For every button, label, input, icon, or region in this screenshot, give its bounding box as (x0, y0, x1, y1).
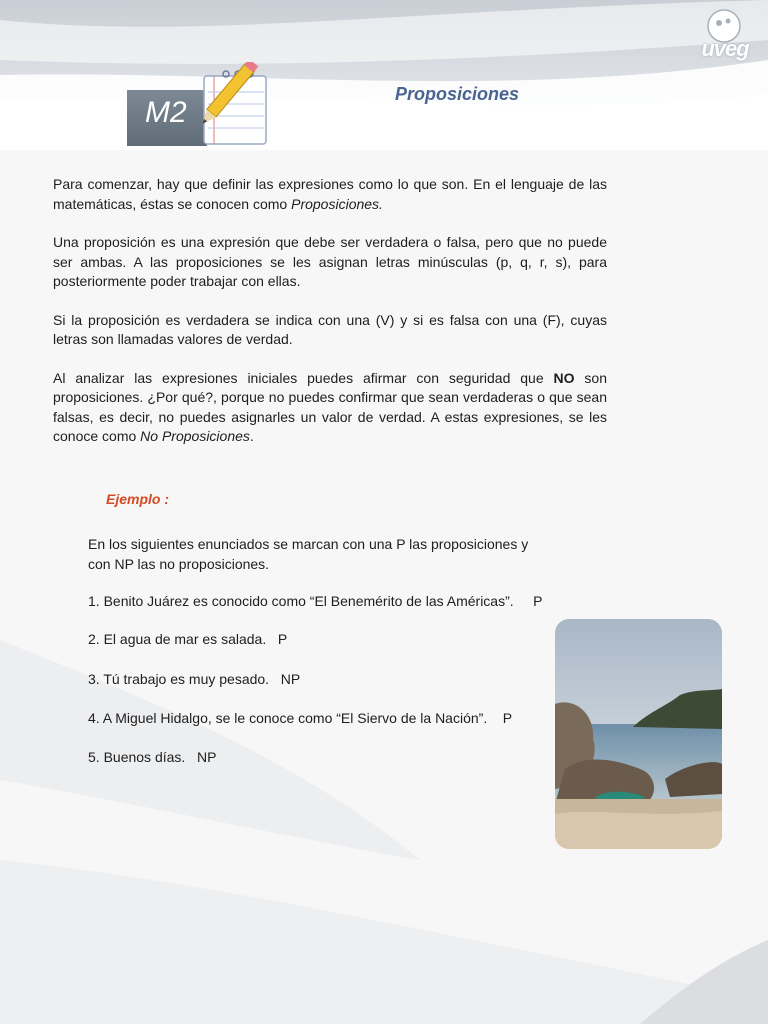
example-item: 4. A Miguel Hidalgo, se le conoce como “El Siervo de la Nación”. P (88, 710, 513, 726)
example-item: 2. El agua de mar es salada. P (88, 631, 288, 647)
main-content (53, 175, 607, 466)
example-item: 1. Benito Juárez es conocido como “El Benemérito de las Américas”. P (88, 593, 543, 609)
page-title: Proposiciones (395, 84, 520, 104)
brand-logo-text: uveg (701, 36, 749, 61)
example-heading: Ejemplo : (106, 491, 170, 507)
example-intro: En los siguientes enunciados se marcan con una P las proposiciones y con NP las no proposiciones. (88, 536, 529, 572)
notebook-pencil-icon (186, 62, 272, 148)
paragraph-no-propositions: Al analizar las expresiones iniciales puedes afirmar con seguridad que NO son proposiciones. ¿Por qué?, porque no puedes confirmar que sean verdaderas o que sean falsas, es decir, no puedes asignarles un valor de verdad. A estas expresiones, se les conoce como No Proposiciones. (53, 369, 607, 444)
header (0, 0, 768, 150)
example-item: 5. Buenos días. NP (88, 749, 217, 765)
module-label: M2 (145, 96, 187, 129)
beach-photo (555, 619, 722, 849)
paragraph-definition: Una proposición es una expresión que debe ser verdadera o falsa, pero que no puede ser ambas. A las proposiciones se les asignan letras minúsculas (p, q, r, s), para posteriormente poder trabajar con ellas. (53, 234, 607, 289)
paragraph-truth-values: Si la proposición es verdadera se indica con una (V) y si es falsa con una (F), cuyas letras son llamadas valores de verdad. (53, 311, 607, 347)
paragraph-intro: Para comenzar, hay que definir las expresiones como lo que son. En el lenguaje de las matemáticas, éstas se conocen como Proposiciones. (53, 176, 607, 212)
example-item: 3. Tú trabajo es muy pesado. NP (88, 671, 301, 687)
